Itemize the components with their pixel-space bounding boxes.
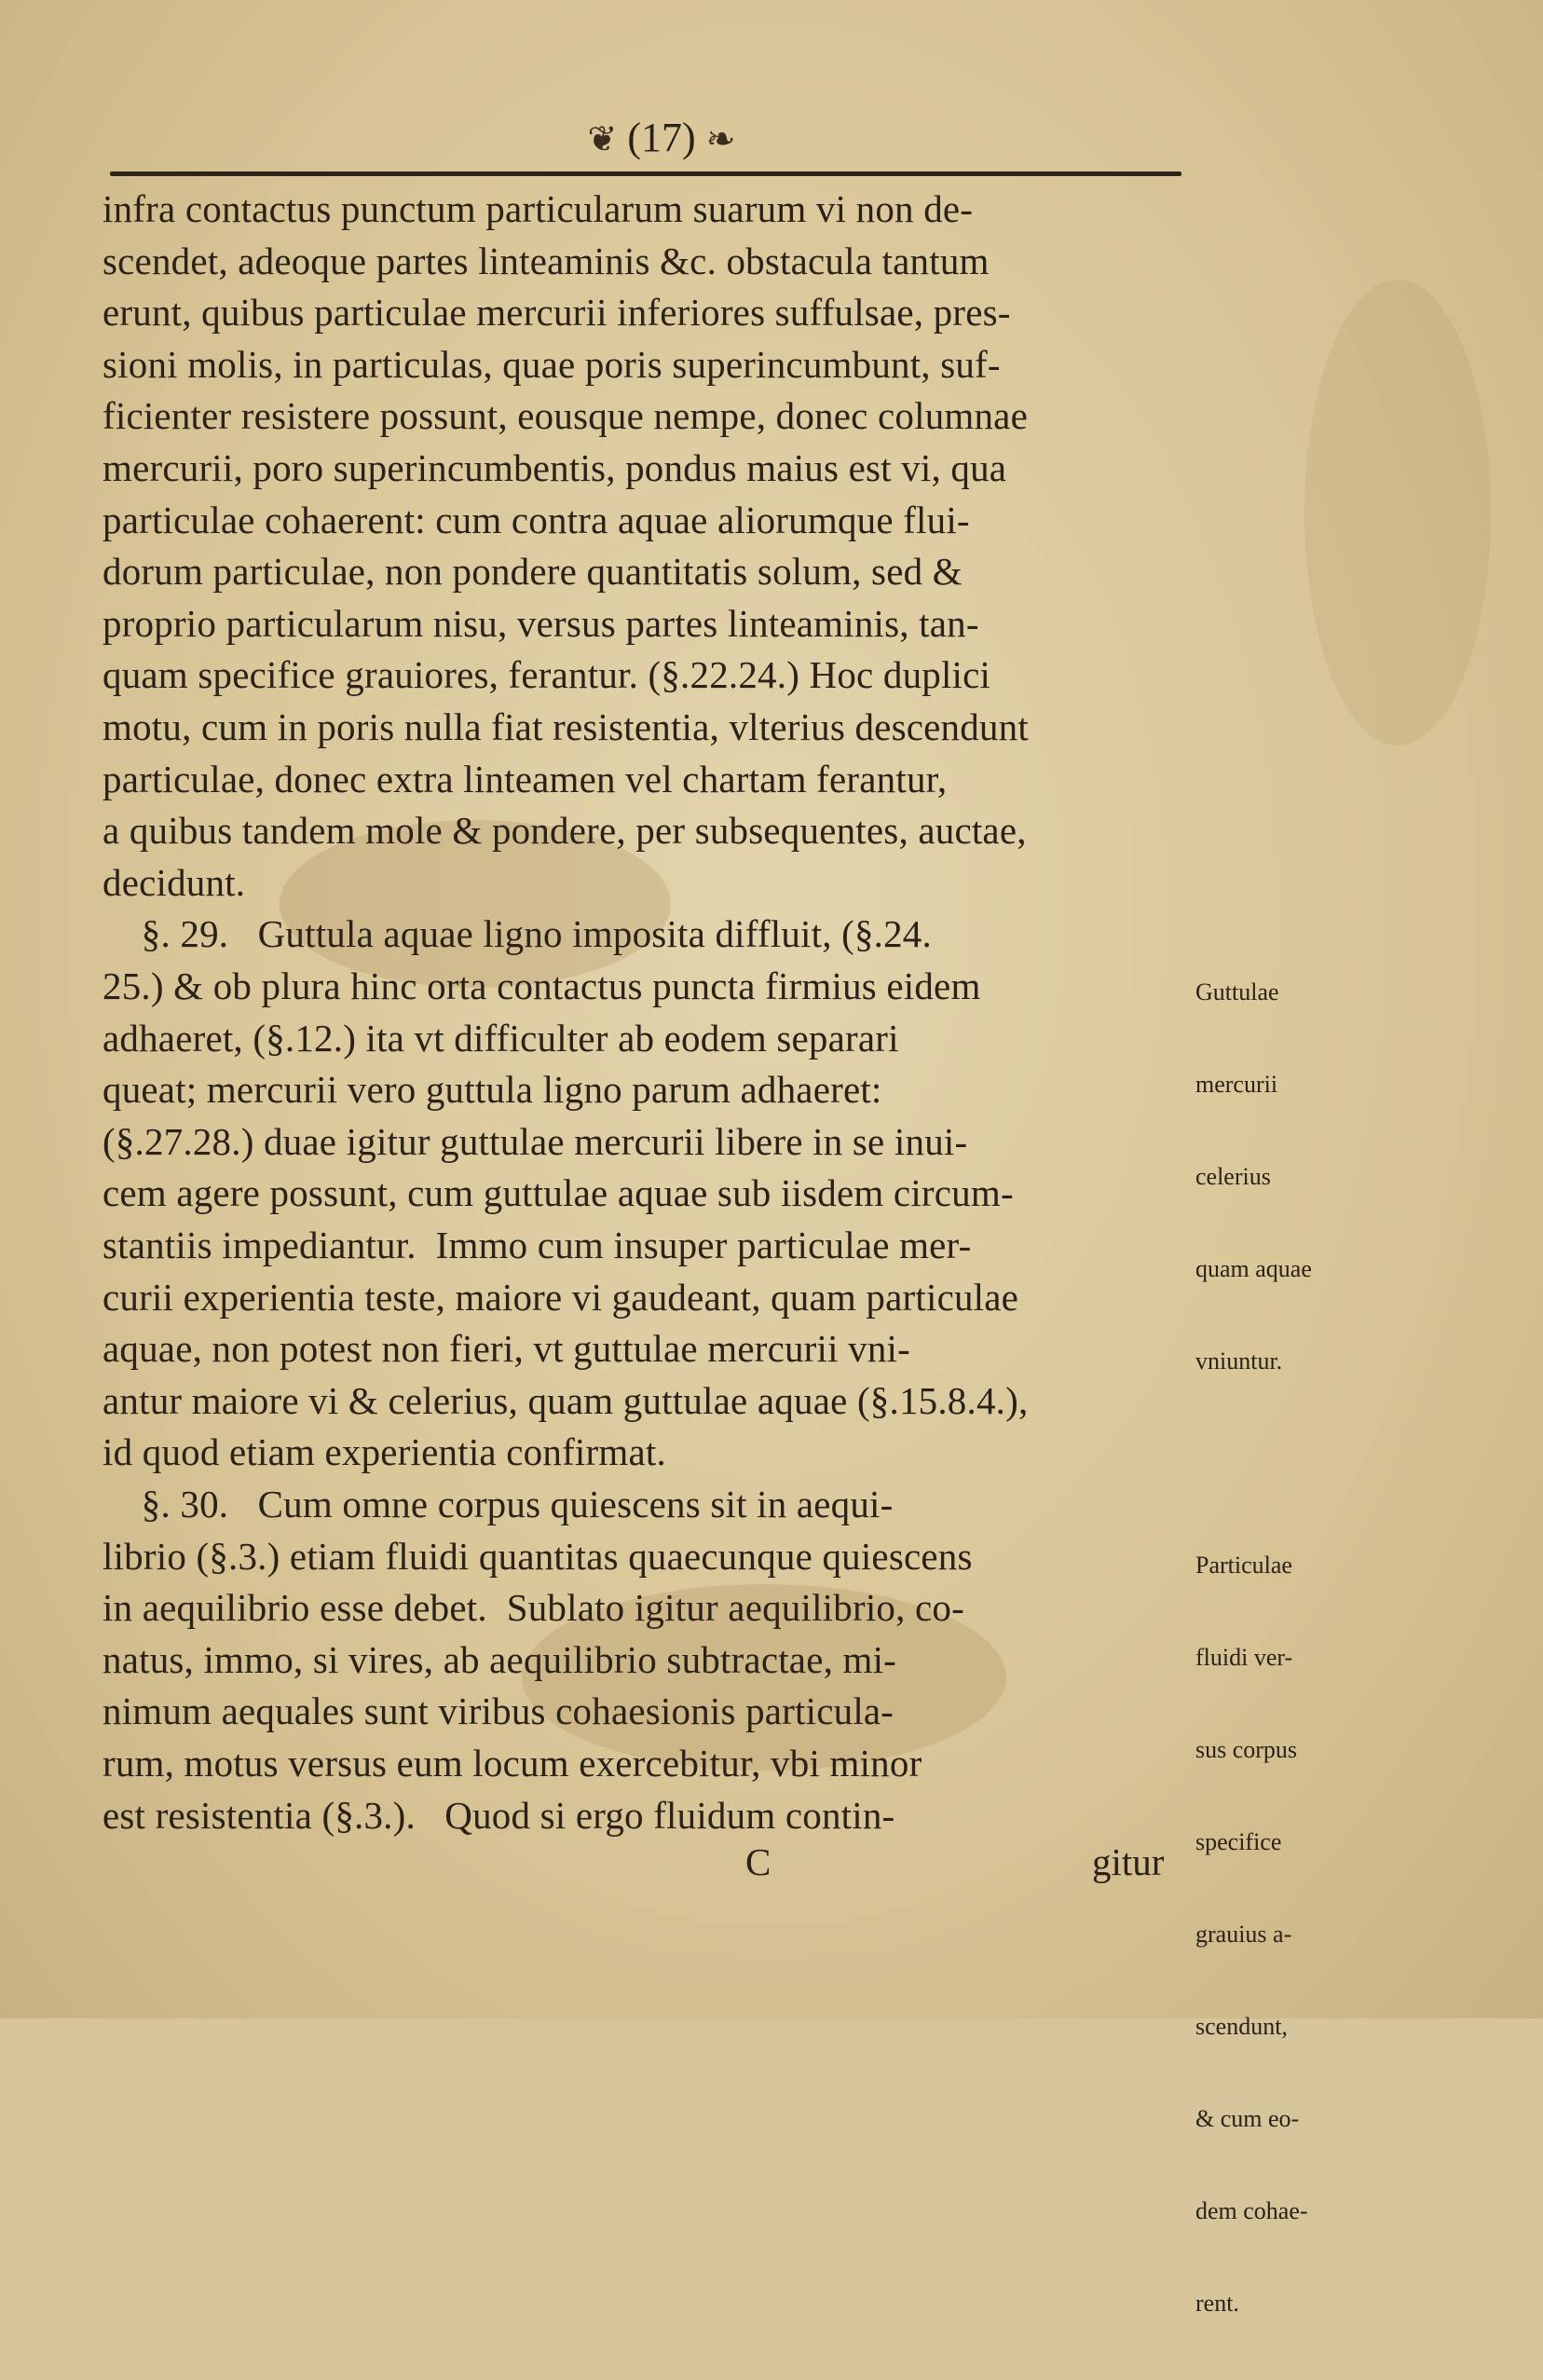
text-line: queat; mercurii vero guttula ligno parum adhaeret: (102, 1068, 882, 1112)
text-line: rum, motus versus eum locum exercebitur, vbi minor (102, 1742, 922, 1785)
foxing-stain (1304, 280, 1491, 745)
margin-note-line: grauius a- (1195, 1921, 1292, 1948)
text-line: a quibus tandem mole & pondere, per subsequentes, auctae, (102, 809, 1027, 853)
text-line: nimum aequales sunt viribus cohaesionis particula- (102, 1689, 894, 1733)
catchword: gitur (1092, 1840, 1165, 1883)
text-line: (§.27.28.) duae igitur guttulae mercurii libere in se inui- (102, 1119, 968, 1163)
signature-mark: C (745, 1840, 772, 1883)
margin-note-line: Guttulae (1195, 978, 1279, 1005)
text-line: librio (§.3.) etiam fluidi quantitas quaecunque quiescens (102, 1534, 973, 1578)
margin-note-line: specifice (1195, 1828, 1282, 1855)
text-line: curii experientia teste, maiore vi gaudeant, quam particulae (102, 1275, 1019, 1319)
margin-note-line: quam aquae (1195, 1255, 1312, 1282)
margin-note-line: mercurii (1195, 1071, 1278, 1098)
page-header (540, 110, 783, 166)
text-line: adhaeret, (§.12.) ita vt difficulter ab eodem separari (102, 1016, 899, 1060)
text-line: est resistentia (§.3.). Quod si ergo fluidum contin- (102, 1793, 895, 1837)
text-line: erunt, quibus particulae mercurii inferiores suffulsae, pres- (102, 291, 1011, 335)
text-line: infra contactus punctum particularum suarum vi non de- (102, 187, 974, 230)
text-line: decidunt. (102, 860, 246, 904)
margin-note-line: & cum eo- (1195, 2105, 1300, 2132)
text-line: natus, immo, si vires, ab aequilibrio subtractae, mi- (102, 1637, 897, 1681)
text-line: §. 30. Cum omne corpus quiescens sit in aequi- (102, 1483, 894, 1525)
text-line: sioni molis, in particulas, quae poris superincumbunt, suf- (102, 342, 1001, 386)
text-line: scendet, adeoque partes linteaminis &c. obstacula tantum (102, 239, 990, 282)
text-line: aquae, non potest non fieri, vt guttulae mercurii vni- (102, 1327, 910, 1371)
margin-note-guttulae (1195, 915, 1312, 1438)
text-line: antur maiore vi & celerius, quam guttulae aquae (§.15.8.4.), (102, 1378, 1029, 1422)
text-line: §. 29. Guttula aquae ligno imposita diffluit, (§.24. (102, 912, 932, 956)
text-line: 25.) & ob plura hinc orta contactus puncta firmius eidem (102, 964, 981, 1007)
text-line: dorum particulae, non pondere quantitatis solum, sed & (102, 550, 963, 594)
margin-note-line: rent. (1195, 2290, 1239, 2317)
text-line: proprio particularum nisu, versus partes linteaminis, tan- (102, 601, 979, 645)
page-number: (17) (627, 115, 696, 160)
text-line: in aequilibrio esse debet. Sublato igitur aequilibrio, co- (102, 1586, 964, 1630)
margin-note-line: dem cohae- (1195, 2197, 1308, 2224)
margin-note-line: sus corpus (1195, 1736, 1298, 1763)
text-line: stantiis impediantur. Immo cum insuper particulae mer- (102, 1224, 972, 1266)
margin-note-particulae (1195, 1488, 1308, 2380)
text-line: particulae cohaerent: cum contra aquae aliorumque flui- (102, 498, 970, 541)
text-line: mercurii, poro superincumbentis, pondus maius est vi, qua (102, 446, 1007, 489)
margin-note-line: Particulae (1195, 1552, 1292, 1579)
text-line: id quod etiam experientia confirmat. (102, 1430, 666, 1474)
margin-note-line: scendunt, (1195, 2013, 1288, 2040)
text-line: particulae, donec extra linteamen vel chartam ferantur, (102, 757, 948, 800)
ornament-left-icon: ❦ (587, 120, 618, 159)
text-line: motu, cum in poris nulla fiat resistentia, vlterius descendunt (102, 705, 1029, 748)
margin-note-line: vniuntur. (1195, 1347, 1283, 1375)
ornament-right-icon: ❧ (705, 120, 736, 159)
margin-note-line: celerius (1195, 1163, 1271, 1190)
margin-note-line: fluidi ver- (1195, 1644, 1293, 1671)
text-line: quam specifice grauiores, ferantur. (§.22.24.) Hoc duplici (102, 653, 991, 697)
text-line: cem agere possunt, cum guttulae aquae sub iisdem circum- (102, 1171, 1014, 1215)
header-rule (110, 171, 1181, 176)
text-line: ficienter resistere possunt, eousque nempe, donec columnae (102, 394, 1028, 438)
